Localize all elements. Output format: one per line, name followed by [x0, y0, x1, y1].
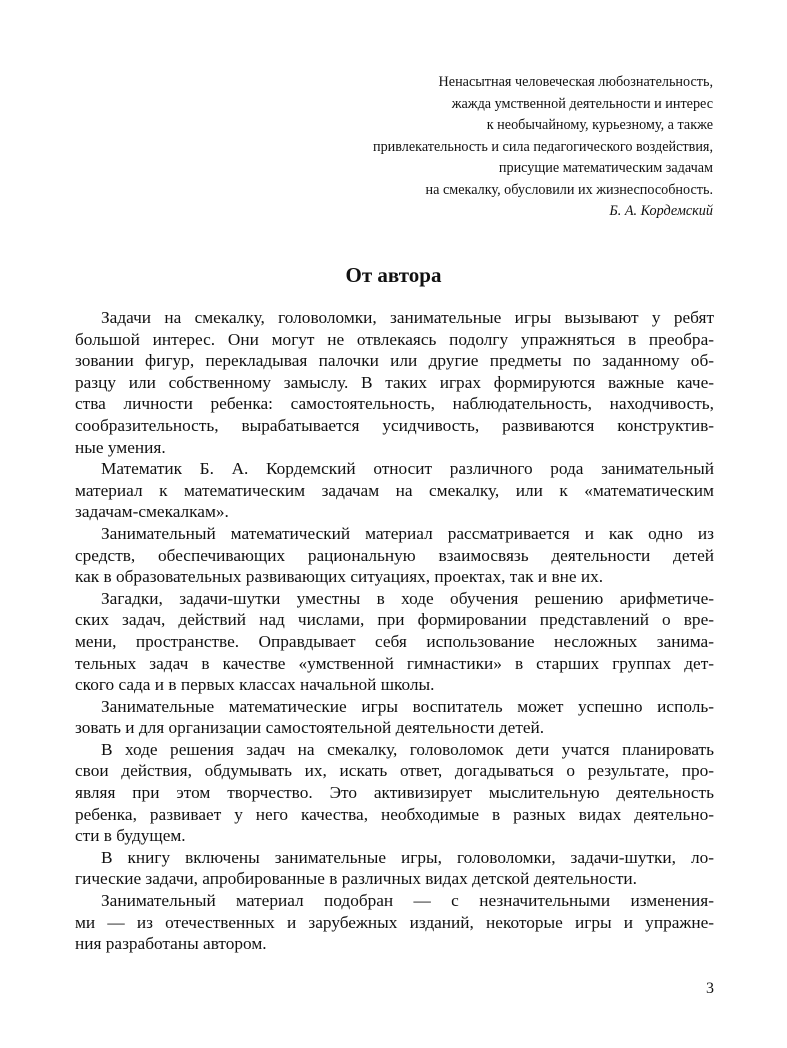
paragraph-line: Занимательные математические игры воспитатель может успешно исполь-: [101, 696, 714, 716]
paragraph-line: большой интерес. Они могут не отвлекаясь подолгу упражняться в преобра-: [75, 329, 714, 349]
paragraph-line: мени, пространстве. Оправдывает себя использование несложных занима-: [75, 631, 714, 651]
epigraph-line: Ненасытная человеческая любознательность,: [438, 74, 713, 90]
body-paragraph: [75, 307, 714, 458]
paragraph-line: В книгу включены занимательные игры, головоломки, задачи-шутки, ло-: [101, 847, 714, 867]
paragraph-line: ми — из отечественных и зарубежных изданий, некоторые игры и упражне-: [75, 912, 714, 932]
paragraph-line: средств, обеспечивающих рациональную взаимосвязь деятельности детей: [75, 545, 714, 565]
paragraph-line: ских задач, действий над числами, при формировании представлений о вре-: [75, 610, 714, 630]
body-paragraph: [75, 739, 714, 847]
epigraph-line: присущие математическим задачам: [498, 160, 713, 176]
paragraph-line: сти в будущем.: [75, 826, 186, 846]
paragraph-line: материал к математическим задачам на смекалку, или к «математическим: [75, 480, 714, 500]
paragraph-line: ния разработаны автором.: [75, 934, 267, 954]
page-number: 3: [706, 980, 714, 997]
epigraph: [300, 72, 713, 223]
paragraph-line: Занимательный математический материал рассматривается и как одно из: [101, 523, 714, 543]
paragraph-line: ребенка, развивает у него качества, необходимые в разных видах деятельно-: [75, 804, 714, 824]
paragraph-line: гические задачи, апробированные в различных видах детской деятельности.: [75, 869, 637, 889]
paragraph-line: Занимательный материал подобран — с незначительными изменения-: [101, 891, 714, 911]
body-paragraph: [75, 696, 714, 739]
epigraph-line: жажда умственной деятельности и интерес: [451, 95, 713, 112]
body-paragraph: [75, 847, 714, 890]
paragraph-line: Математик Б. А. Кордемский относит различного рода занимательный: [101, 459, 714, 479]
body-text: [75, 307, 714, 955]
epigraph-line: на смекалку, обусловили их жизнеспособность.: [425, 181, 713, 198]
paragraph-line: сообразительность, вырабатывается усидчивость, развиваются конструктив-: [75, 415, 714, 435]
paragraph-line: являя при этом творчество. Это активизирует мыслительную деятельность: [75, 783, 714, 803]
body-paragraph: [75, 458, 714, 523]
paragraph-line: свои действия, обдумывать их, искать ответ, догадываться о результате, про-: [75, 761, 714, 781]
paragraph-line: Загадки, задачи-шутки уместны в ходе обучения решению арифметиче-: [101, 588, 714, 608]
section-heading: От автора: [345, 263, 442, 287]
epigraph-author: Б. А. Кордемский: [609, 203, 713, 219]
epigraph-line: к необычайному, курьезному, а также: [486, 117, 713, 133]
paragraph-line: тельных задач в качестве «умственной гимнастики» в старших группах дет-: [75, 653, 714, 673]
paragraph-line: Задачи на смекалку, головоломки, занимательные игры вызывают у ребят: [101, 308, 714, 327]
body-paragraph: [75, 890, 714, 955]
paragraph-line: зовать и для организации самостоятельной деятельности детей.: [75, 718, 545, 738]
paragraph-line: задачам-смекалкам».: [75, 502, 229, 522]
body-paragraph: [75, 588, 714, 696]
paragraph-line: зовании фигур, перекладывая палочки или другие предметы по заданному об-: [75, 351, 714, 371]
paragraph-line: ные умения.: [75, 437, 166, 457]
epigraph-line: привлекательность и сила педагогического воздействия,: [373, 138, 713, 155]
paragraph-line: как в образовательных развивающих ситуациях, проектах, так и вне их.: [75, 567, 604, 587]
paragraph-line: В ходе решения задач на смекалку, головоломок дети учатся планировать: [101, 739, 714, 759]
paragraph-line: ства личности ребенка: самостоятельность, наблюдательность, находчивость,: [75, 394, 714, 414]
body-paragraph: [75, 523, 714, 588]
paragraph-line: ского сада и в первых классах начальной школы.: [75, 675, 435, 695]
paragraph-line: разцу или собственному замыслу. В таких играх формируются важные каче-: [75, 372, 714, 392]
